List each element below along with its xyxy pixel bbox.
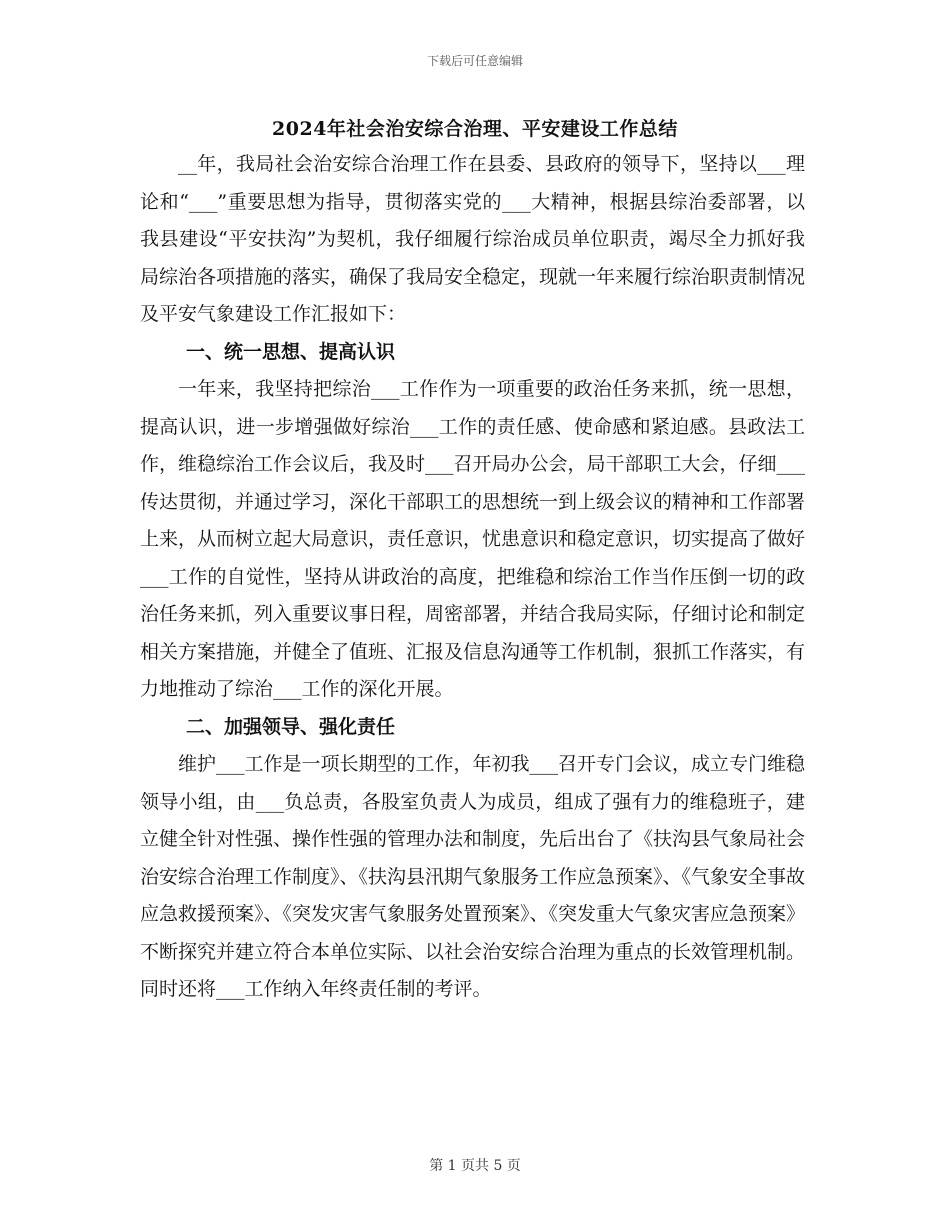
document-body: [140, 146, 805, 1009]
section-heading: 一、统一思想、提高认识: [186, 340, 396, 363]
document-title: 2024年社会治安综合治理、平安建设工作总结: [272, 118, 678, 140]
intro-paragraph: __年，我局社会治安综合治理工作在县委、县政府的领导下，坚持以___理论和“___”重要思想为指导，贯彻落实党的___大精神，根据县综治委部署，以我县建设“平安扶沟”为契机，我仔细履行综治成员单位职责，竭尽全力抓好我局综治各项措施的落实，确保了我局安全稳定，现就一年来履行综治职责制情况及平安气象建设工作汇报如下：: [140, 153, 806, 325]
page-header-note: 下载后可任意编辑: [426, 54, 523, 68]
section-heading: 二、加强领导、强化责任: [186, 715, 396, 738]
page-number: 第 1 页共 5 页: [429, 1158, 521, 1174]
section-paragraph: 一年来，我坚持把综治___工作作为一项重要的政治任务来抓，统一思想，提高认识，进一步增强做好综治___工作的责任感、使命感和紧迫感。县政法工作，维稳综治工作会议后，我及时___召开局办公会，局干部职工大会，仔细___传达贯彻，并通过学习，深化干部职工的思想统一到上级会议的精神和工作部署上来，从而树立起大局意识，责任意识，忧患意识和稳定意识，切实提高了做好___工作的自觉性，坚持从讲政治的高度，把维稳和综治工作当作压倒一切的政治任务来抓，列入重要议事日程，周密部署，并结合我局实际，仔细讨论和制定相关方案措施，并健全了值班、汇报及信息沟通等工作机制，狠抓工作落实，有力地推动了综治___工作的深化开展。: [140, 378, 806, 700]
section-paragraph: 维护___工作是一项长期型的工作，年初我___召开专门会议，成立专门维稳领导小组，由___负总责，各股室负责人为成员，组成了强有力的维稳班子，建立健全针对性强、操作性强的管理办法和制度，先后出台了《扶沟县气象局社会治安综合治理工作制度》、《扶沟县汛期气象服务工作应急预案》、《气象安全事故应急救援预案》、《突发灾害气象服务处置预案》、《突发重大气象灾害应急预案》不断探究并建立符合本单位实际、以社会治安综合治理为重点的长效管理机制。同时还将___工作纳入年终责任制的考评。: [140, 753, 806, 1000]
